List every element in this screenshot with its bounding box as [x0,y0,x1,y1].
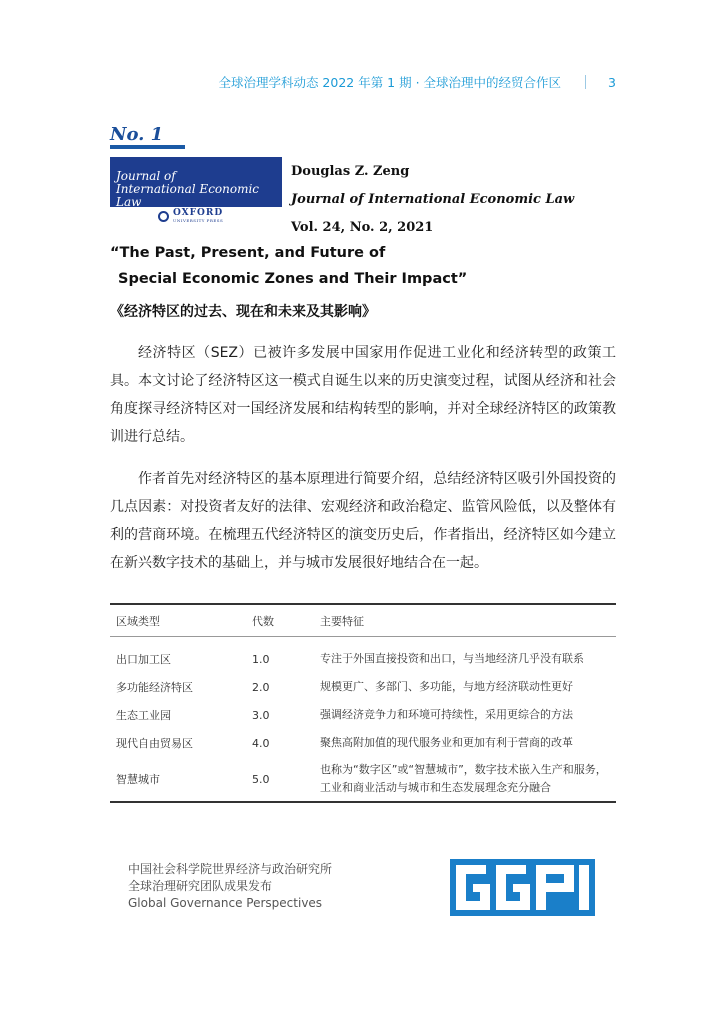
volume-info: Vol. 24, No. 2, 2021 [291,220,434,235]
publisher-footer [128,861,332,912]
ggp-logo [450,859,595,916]
table-header-feature: 主要特征 [320,614,364,628]
body-paragraph-1: 经济特区（SEZ）已被许多发展中国家用作促进工业化和经济转型的政策工具。本文讨论了经济特区这一模式自诞生以来的历史演变过程，试图从经济和社会角度探寻经济特区对一国经济发展和结构转型的影响，并对全球经济特区的政策教训进行总结。 [110,345,616,445]
page-number: 3 [608,74,616,90]
table-cell-generation: 3.0 [252,708,270,722]
table-cell-type: 多功能经济特区 [116,681,193,694]
ggp-letter-g2 [496,865,530,910]
journal-name: Journal of International Economic Law [291,192,575,207]
table-cell-generation: 1.0 [252,652,270,666]
table-cell-feature: 规模更广、多部门、多功能，与地方经济联动性更好 [320,680,573,693]
table-row [110,729,616,757]
ggp-letter-g1 [456,865,490,910]
journal-cover-image [110,157,282,207]
table-cell-feature: 聚焦高附加值的现代服务业和更加有利于营商的改革 [320,736,573,749]
table-cell-type: 生态工业园 [116,709,171,722]
footer-team: 全球治理研究团队成果发布 [128,879,273,893]
table-header-type: 区域类型 [116,614,160,628]
table-cell-type: 智慧城市 [116,773,160,786]
table-row [110,757,616,802]
table-cell-type: 出口加工区 [116,653,171,666]
ggp-letter-i [579,865,589,910]
entry-number-underline [110,145,185,149]
sez-generations-table [110,603,616,803]
table-row [110,701,616,729]
table-cell-generation: 5.0 [252,772,270,786]
table-cell-generation: 4.0 [252,736,270,750]
header-divider [585,75,586,89]
oxford-name: OXFORD [173,208,224,218]
table-cell-generation: 2.0 [252,680,270,694]
article-title-en [110,240,630,292]
footer-institute: 中国社会科学院世界经济与政治研究所 [128,862,333,876]
article-title-en-line2: Special Economic Zones and Their Impact” [118,271,468,287]
running-header [0,72,616,92]
oxford-logo [158,209,223,223]
table-cell-feature: 强调经济竞争力和环境可持续性，采用更综合的方法 [320,708,573,721]
table-cell-feature: 专注于外国直接投资和出口，与当地经济几乎没有联系 [320,652,584,665]
table-row [110,673,616,701]
table-header-generation: 代数 [252,614,274,628]
table-cell-type: 现代自由贸易区 [116,737,193,750]
article-meta [291,158,574,242]
footer-english-name: Global Governance Perspectives [128,896,323,910]
body-paragraph-2: 作者首先对经济特区的基本原理进行简要介绍，总结经济特区吸引外国投资的几点因素：对投资者友好的法律、宏观经济和政治稳定、监管风险低，以及整体有利的营商环境。在梳理五代经济特区的演变历史后，作者指出，经济特区如今建立在新兴数字技术的基础上，并与城市发展很好地结合在一起。 [110,471,616,571]
oxford-subtitle: UNIVERSITY PRESS [173,218,224,223]
entry-number: No. 1 [110,124,164,145]
author-name: Douglas Z. Zeng [291,164,410,179]
journal-cover-line2: International Economic Law [116,182,260,209]
article-title-cn: 《经济特区的过去、现在和未来及其影响》 [110,304,376,320]
journal-cover-line1: Journal of [116,169,176,183]
table-header-row [110,604,616,637]
oxford-seal-icon [158,211,169,222]
running-header-text: 全球治理学科动态 2022 年第 1 期 · 全球治理中的经贸合作区 [218,75,562,90]
article-title-en-line1: “The Past, Present, and Future of [110,245,386,261]
table-cell-feature: 也称为“数字区”或“智慧城市”，数字技术嵌入生产和服务，工业和商业活动与城市和生态发展理念充分融合 [320,763,607,794]
table-row [110,637,616,674]
